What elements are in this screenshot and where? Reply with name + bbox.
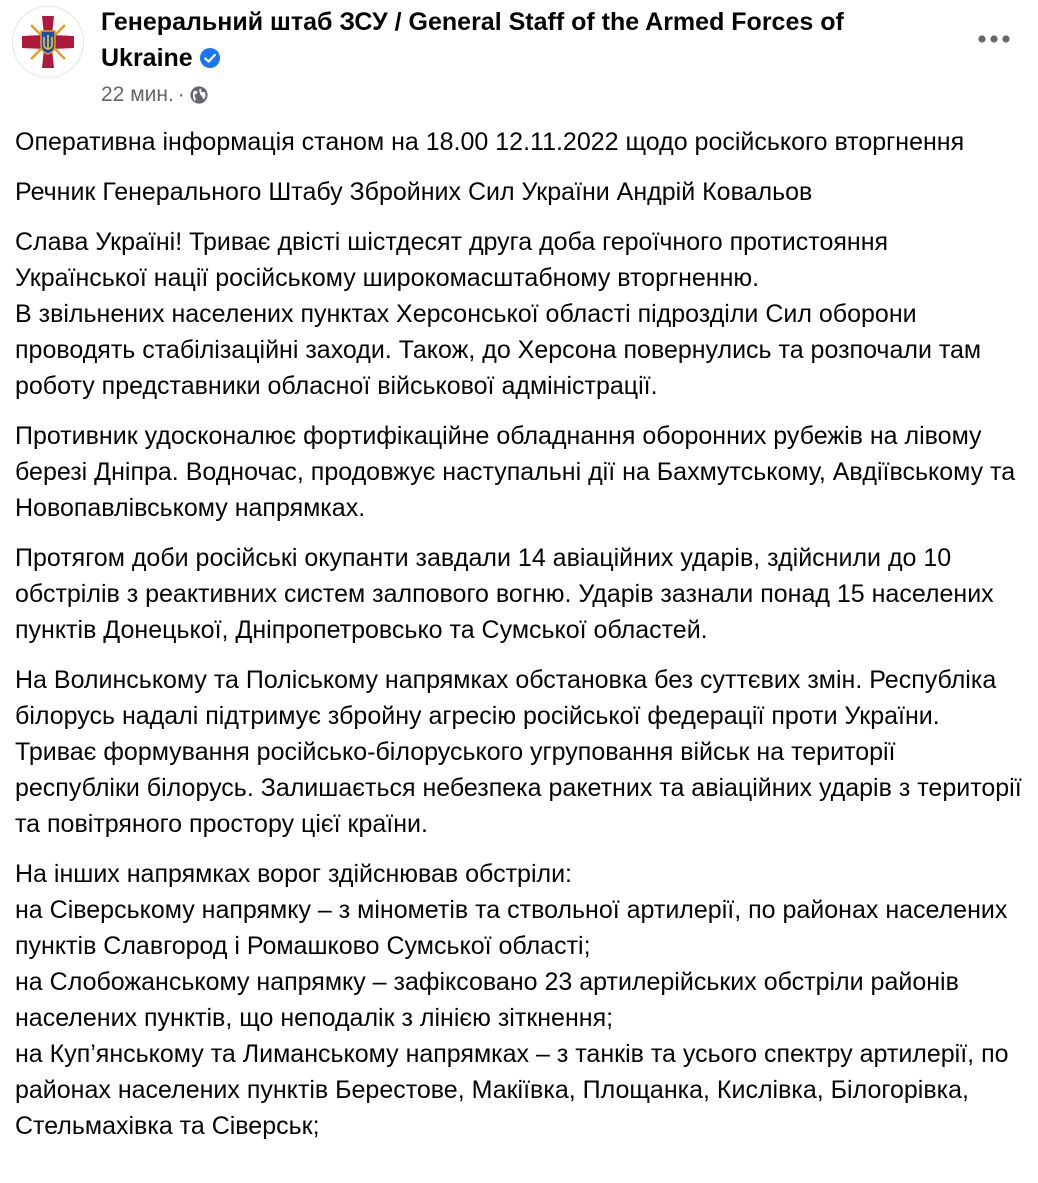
- meta-separator: ·: [177, 83, 185, 106]
- more-options-icon: [977, 34, 1011, 44]
- author-name[interactable]: Генеральний штаб ЗСУ / General Staff of the Armed Forces of Ukraine: [101, 8, 844, 72]
- post-paragraph: Речник Генерального Штабу Збройних Сил України Андрій Ковальов: [15, 178, 813, 206]
- post-paragraph: На Волинському та Поліському напрямках обстановка без суттєвих змін. Республіка білорусь надалі підтримує збройну агресію російської федерації проти України. Триває формування російсько-білоруського угруповання військ на території республіки білорусь. Залишається небезпека ракетних та авіаційних ударів з території та повітряного простору цієї країни.: [15, 666, 1022, 838]
- globe-icon[interactable]: [189, 85, 209, 105]
- post-paragraph: На інших напрямках ворог здійснював обстріли: на Сіверському напрямку – з мінометів та ствольної артилерії, по районах населених пунктів Славгород і Ромашково Сумської області; на Слобожанському напрямку – зафіксовано 23 артилерійських обстріли районів населених пунктів, що неподалік з лінією зіткнення; на Куп’янському та Лиманському напрямках – з танків та усього спектру артилерії, по районах населених пунктів Берестове, Макіївка, Площанка, Кислівка, Білогорівка, Стельмахівка та Сіверськ;: [15, 860, 1009, 1140]
- verified-badge-icon: [199, 43, 221, 65]
- more-options-button[interactable]: [974, 26, 1014, 52]
- post-paragraph: Слава Україні! Триває двісті шістдесят друга доба героїчного протистояння Української нації російському широкомасштабному вторгненню. В звільнених населених пунктах Херсонської області підрозділи Сил оборони проводять стабілізаційні заходи. Також, до Херсона повернулись та розпочали там роботу представники обласної військової адміністрації.: [15, 228, 982, 400]
- post-body: [15, 124, 1025, 1158]
- post-paragraph: Противник удосконалює фортифікаційне обладнання оборонних рубежів на лівому березі Дніпра. Водночас, продовжує наступальні дії на Бахмутському, Авдіївському та Новопавлівському напрямках.: [15, 422, 1016, 522]
- post-meta: [101, 81, 209, 109]
- armed-forces-emblem-icon[interactable]: [12, 6, 84, 78]
- post-timestamp[interactable]: 22 мин.: [101, 83, 174, 106]
- author-name-link[interactable]: [101, 4, 921, 76]
- post-header: [0, 0, 1038, 115]
- post-paragraph: Протягом доби російські окупанти завдали 14 авіаційних ударів, здійснили до 10 обстрілів з реактивних систем залпового вогню. Ударів зазнали понад 15 населених пунктів Донецької, Дніпропетровсько та Сумської областей.: [15, 544, 994, 644]
- post-paragraph: Оперативна інформація станом на 18.00 12.11.2022 щодо російського вторгнення: [15, 128, 965, 156]
